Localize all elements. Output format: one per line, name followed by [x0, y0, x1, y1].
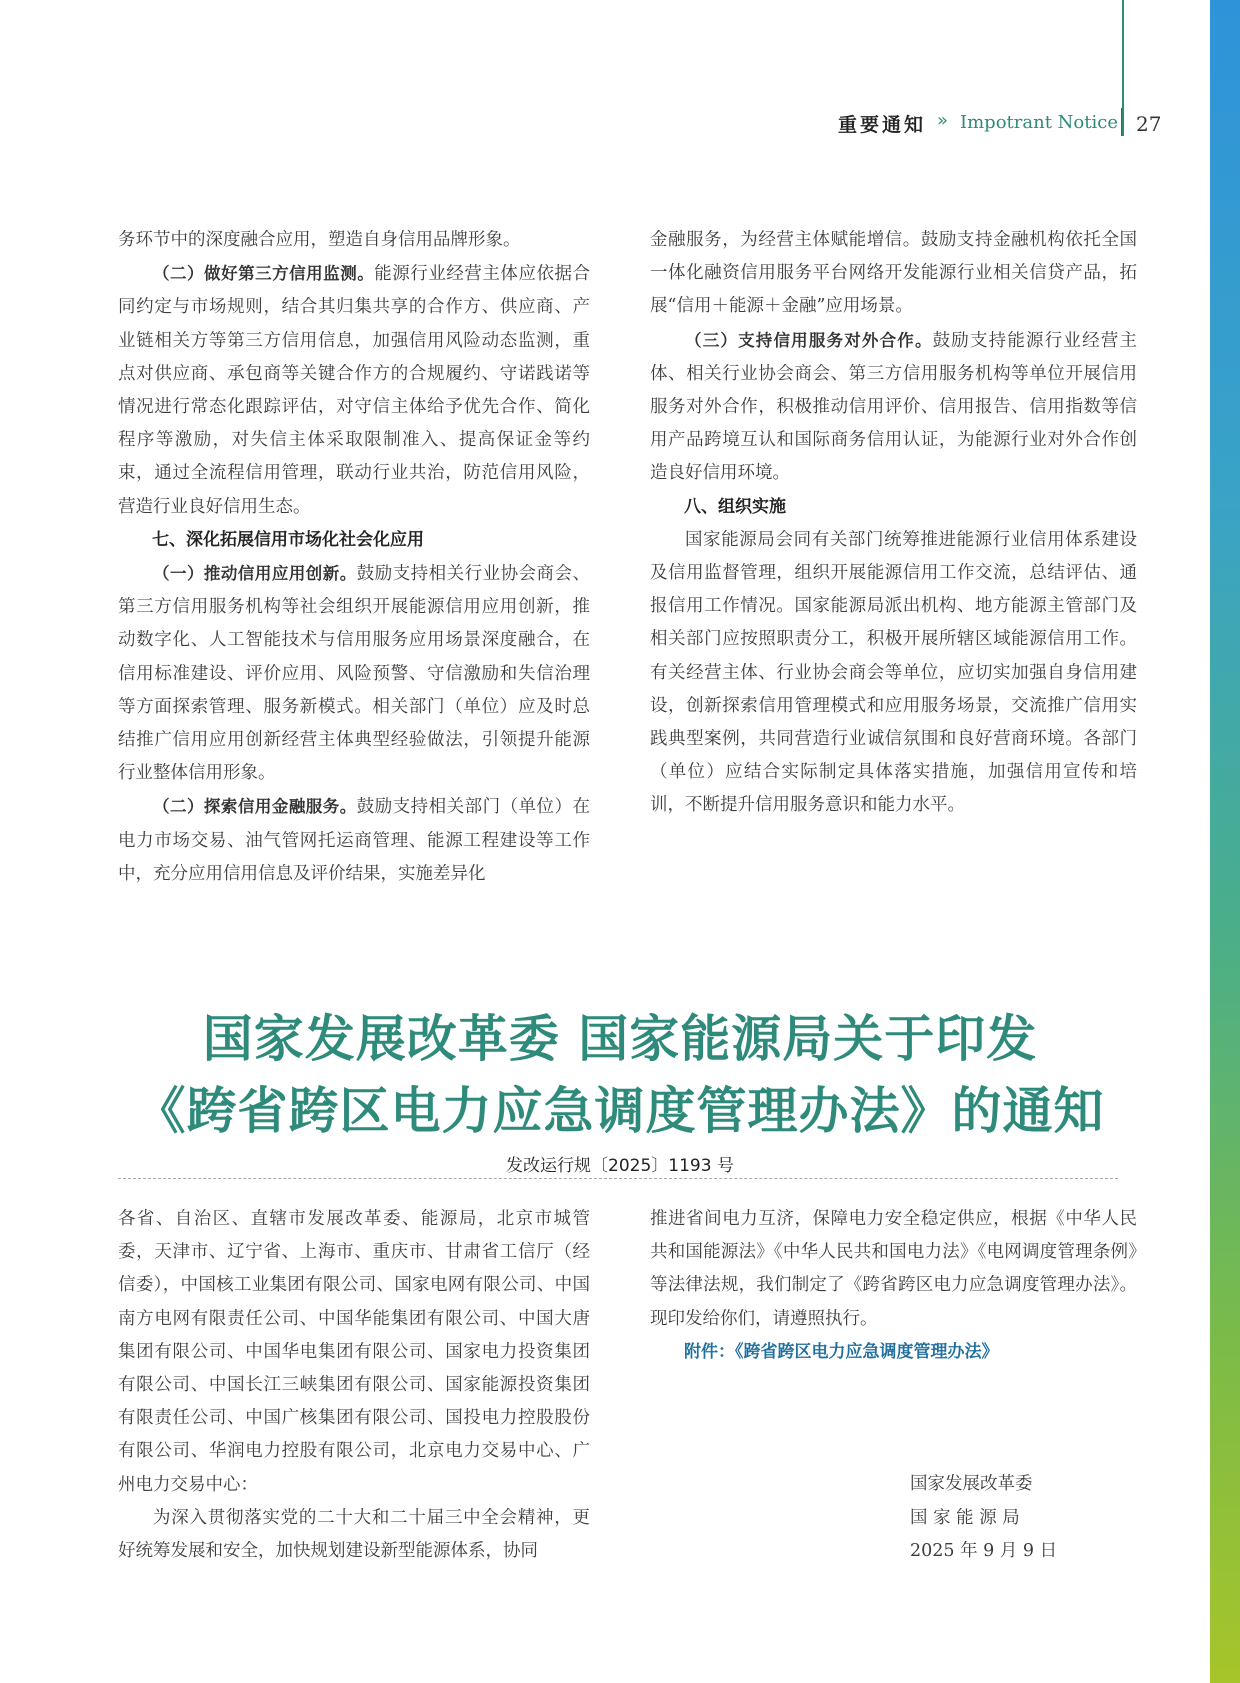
paragraph	[118, 557, 590, 790]
paragraph-text: 鼓励支持能源行业经营主体、相关行业协会商会、第三方信用服务机构等单位开展信用服务对外合作，积极推动信用评价、信用报告、信用指数等信用产品跨境互认和国际商务信用认证，为能源行业对外合作创造良好信用环境。	[650, 330, 1137, 484]
paragraph: 推进省间电力互济，保障电力安全稳定供应，根据《中华人民共和国能源法》《中华人民共和国电力法》《电网调度管理条例》等法律法规，我们制定了《跨省跨区电力应急调度管理办法》。现印发给你们，请遵照执行。	[650, 1209, 1137, 1329]
upper-right-column	[650, 224, 1137, 823]
dashed-divider	[118, 1178, 1118, 1179]
subheading: （三）支持信用服务对外合作。	[685, 330, 933, 350]
paragraph	[650, 324, 1137, 491]
header-separator	[1121, 108, 1122, 136]
section-heading: 七、深化拓展信用市场化社会化应用	[152, 529, 424, 550]
chevron-right-icon: »	[937, 110, 949, 131]
subheading: （一）推动信用应用创新。	[153, 564, 357, 584]
subheading: （二）探索信用金融服务。	[153, 797, 357, 817]
paragraph-text: 能源行业经营主体应依据合同约定与市场规则，结合其归集共享的合作方、供应商、产业链相关方等第三方信用信息，加强信用风险动态监测，重点对供应商、承包商等关键合作方的合规履约、守诺践诺等情况进行常态化跟踪评估，对守信主体给予优先合作、简化程序等激励，对失信主体采取限制准入、提高保证金等约束，通过全流程信用管理，联动行业共治，防范信用风险，营造行业良好信用生态。	[118, 264, 591, 517]
upper-left-column	[118, 224, 590, 891]
subheading: （二）做好第三方信用监测。	[153, 264, 375, 284]
page-number: 27	[1136, 112, 1162, 136]
document-number: 发改运行规〔2025〕1193 号	[506, 1156, 734, 1176]
paragraph	[118, 257, 590, 524]
header-vertical-rule	[1122, 0, 1124, 136]
signature-ndrc: 国家发展改革委	[910, 1474, 1033, 1494]
section-heading: 八、组织实施	[684, 496, 786, 517]
attachment-link[interactable]: 附件：《跨省跨区电力应急调度管理办法》	[684, 1341, 999, 1362]
paragraph: 国家能源局会同有关部门统筹推进能源行业信用体系建设及信用监督管理，组织开展能源信用工作交流，总结评估、通报信用工作情况。国家能源局派出机构、地方能源主管部门及相关部门应按照职责分工，积极开展所辖区域能源信用工作。有关经营主体、行业协会商会等单位，应切实加强自身信用建设，创新探索信用管理模式和应用服务场景，交流推广信用实践典型案例，共同营造行业诚信氛围和良好营商环境。各部门（单位）应结合实际制定具体落实措施，加强信用宣传和培训，不断提升信用服务意识和能力水平。	[650, 529, 1137, 816]
paragraph-text: 鼓励支持相关行业协会商会、第三方信用服务机构等社会组织开展能源信用应用创新，推动数字化、人工智能技术与信用服务应用场景深度融合，在信用标准建设、评价应用、风险预警、守信激励和失信治理等方面探索管理、服务新模式。相关部门（单位）应及时总结推广信用应用创新经营主体典型经验做法，引领提升能源行业整体信用形象。	[118, 564, 590, 784]
paragraph	[118, 790, 590, 891]
paragraph-text: 鼓励支持相关部门（单位）在电力市场交易、油气管网托运商管理、能源工程建设等工作中，充分应用信用信息及评价结果，实施差异化	[118, 797, 590, 884]
side-gradient-bar	[1210, 0, 1240, 1683]
signature-nea: 国 家 能 源 局	[910, 1508, 1020, 1528]
header-section-title: 重要通知	[838, 114, 927, 136]
paragraph: 为深入贯彻落实党的二十大和二十届三中全会精神，更好统筹发展和安全，加快规划建设新型能源体系，协同	[118, 1507, 590, 1562]
notice-right-column	[650, 1203, 1137, 1369]
signature-date: 2025 年 9 月 9 日	[910, 1541, 1058, 1561]
paragraph: 务环节中的深度融合应用，塑造自身信用品牌形象。	[118, 230, 521, 250]
paragraph: 金融服务，为经营主体赋能增信。鼓励支持金融机构依托全国一体化融资信用服务平台网络开发能源行业相关信贷产品，拓展“信用＋能源＋金融”应用场景。	[650, 230, 1137, 317]
notice-title-line-1: 国家发展改革委 国家能源局关于印发	[202, 1009, 1038, 1068]
notice-title-line-2: 《跨省跨区电力应急调度管理办法》的通知	[135, 1081, 1105, 1140]
recipients-paragraph: 各省、自治区、直辖市发展改革委、能源局，北京市城管委，天津市、辽宁省、上海市、重庆市、甘肃省工信厅（经信委），中国核工业集团有限公司、国家电网有限公司、中国南方电网有限责任公司、中国华能集团有限公司、中国大唐集团有限公司、中国华电集团有限公司、国家电力投资集团有限公司、中国长江三峡集团有限公司、国家能源投资集团有限责任公司、中国广核集团有限公司、国投电力控股股份有限公司、华润电力控股有限公司，北京电力交易中心、广州电力交易中心：	[118, 1209, 590, 1495]
notice-left-column	[118, 1203, 590, 1568]
header-section-english: Impotrant Notice	[960, 112, 1118, 133]
